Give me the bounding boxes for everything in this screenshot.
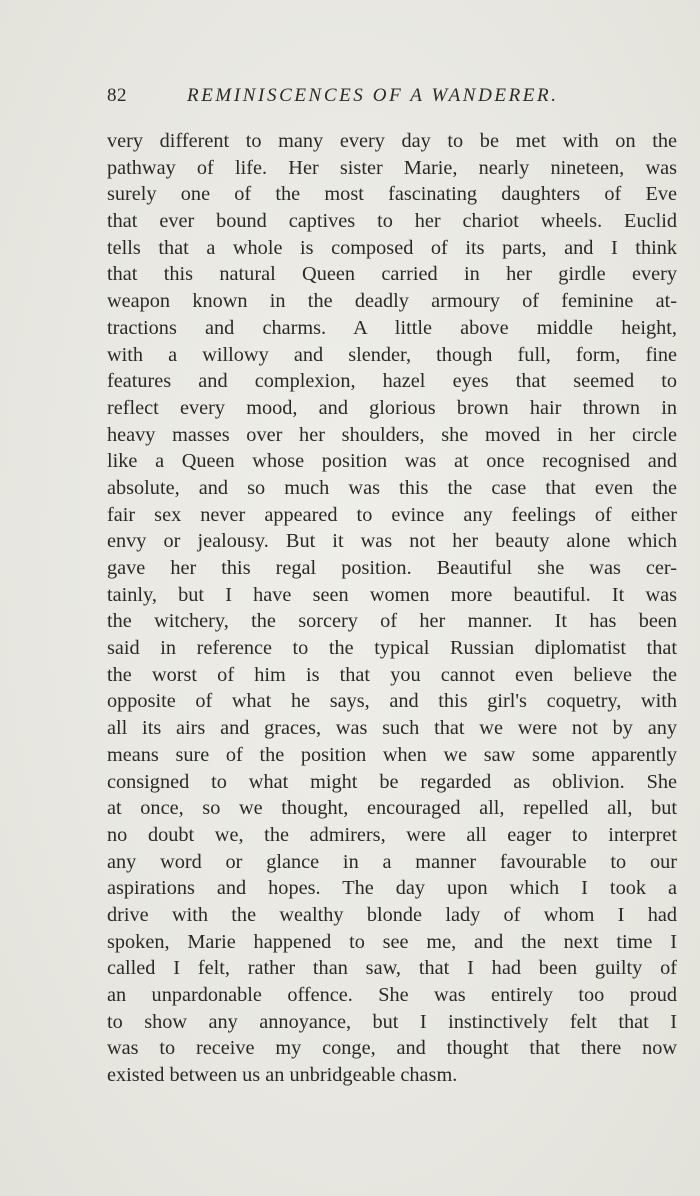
text-line: tractions and charms. A little above middle height, — [107, 316, 677, 339]
text-line: an unpardonable offence. She was entirely too proud — [107, 984, 677, 1006]
text-line: surely one of the most fascinating daughters of Eve — [107, 183, 677, 206]
text-line: the worst of him is that you cannot even believe the — [107, 663, 677, 686]
text-line: no doubt we, the admirers, were all eager to interpret — [107, 823, 677, 846]
text-line: pathway of life. Her sister Marie, nearly nineteen, was — [107, 156, 677, 179]
text-line: tells that a whole is composed of its parts, and I think — [107, 236, 677, 259]
text-line: existed between us an unbridgeable chasm. — [107, 1064, 458, 1087]
text-line: gave her this regal position. Beautiful she was cer- — [107, 557, 677, 579]
page-header — [107, 85, 677, 111]
text-line: that this natural Queen carried in her girdle every — [107, 263, 677, 286]
text-line: very different to many every day to be met with on the — [107, 130, 677, 152]
text-line: was to receive my conge, and thought that there now — [107, 1037, 677, 1060]
text-line: tainly, but I have seen women more beautiful. It was — [107, 583, 677, 606]
text-line: all its airs and graces, was such that we were not by any — [107, 717, 677, 740]
text-line: to show any annoyance, but I instinctively felt that I — [107, 1010, 677, 1033]
text-line: like a Queen whose position was at once recognised and — [107, 450, 677, 473]
text-line: the witchery, the sorcery of her manner. It has been — [107, 610, 677, 633]
text-line: that ever bound captives to her chariot wheels. Euclid — [107, 210, 677, 233]
text-line: weapon known in the deadly armoury of feminine at- — [107, 290, 677, 313]
text-line: with a willowy and slender, though full, form, fine — [107, 343, 677, 366]
text-line: any word or glance in a manner favourable to our — [107, 850, 677, 873]
text-line: reflect every mood, and glorious brown hair thrown in — [107, 396, 677, 419]
text-line: said in reference to the typical Russian diplomatist that — [107, 637, 677, 660]
text-line: fair sex never appeared to evince any feelings of either — [107, 503, 677, 526]
text-line: absolute, and so much was this the case that even the — [107, 476, 677, 499]
text-line: features and complexion, hazel eyes that seemed to — [107, 370, 677, 393]
text-line: consigned to what might be regarded as oblivion. She — [107, 770, 677, 793]
text-line: spoken, Marie happened to see me, and the next time I — [107, 930, 677, 953]
text-line: drive with the wealthy blonde lady of whom I had — [107, 903, 677, 926]
text-line: opposite of what he says, and this girl's coquetry, with — [107, 690, 677, 713]
body-text — [107, 128, 677, 1089]
text-line: called I felt, rather than saw, that I had been guilty of — [107, 957, 677, 980]
page-number: 82 — [107, 85, 127, 106]
text-line: means sure of the position when we saw some apparently — [107, 743, 677, 766]
text-line: heavy masses over her shoulders, she moved in her circle — [107, 423, 677, 446]
running-title: REMINISCENCES OF A WANDERER. — [187, 85, 559, 106]
text-line: aspirations and hopes. The day upon which I took a — [107, 877, 677, 900]
text-line: at once, so we thought, encouraged all, repelled all, but — [107, 797, 677, 820]
text-line: envy or jealousy. But it was not her beauty alone which — [107, 530, 677, 553]
